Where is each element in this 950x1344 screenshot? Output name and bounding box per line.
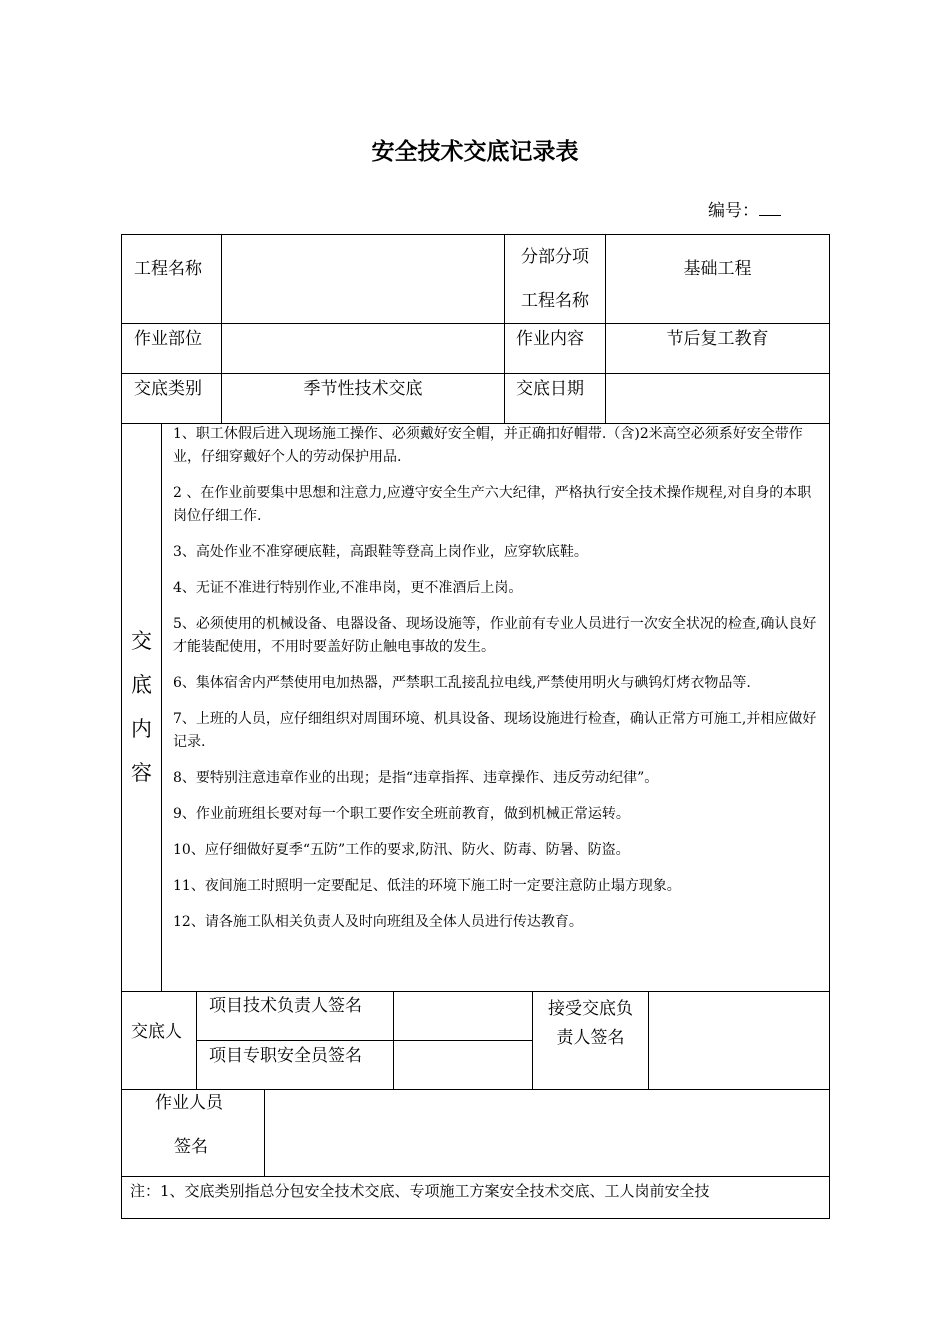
- workers-signature-label-line1: 作业人员: [155, 1093, 223, 1113]
- list-item: 5、必须使用的机械设备、电器设备、现场设施等，作业前有专业人员进行一次安全状况的检查,确认良好才能装配使用，不用时要盖好防止触电事故的发生。: [173, 616, 817, 655]
- list-item: 7、上班的人员，应仔细组织对周围环境、机具设备、现场设施进行检查，确认正常方可施工,并相应做好记录.: [173, 711, 817, 750]
- list-item: 9、作业前班组长要对每一个职工要作安全班前教育，做到机械正常运转。: [173, 806, 630, 822]
- work-location-field[interactable]: [222, 324, 504, 373]
- project-name-field[interactable]: [222, 235, 504, 323]
- tech-lead-signature-field[interactable]: [394, 992, 532, 1040]
- sub-project-value[interactable]: 基础工程: [683, 259, 752, 279]
- briefing-date-field[interactable]: [606, 374, 829, 423]
- list-item: 12、请各施工队相关负责人及时向班组及全体人员进行传达教育。: [173, 914, 583, 930]
- column-divider: [196, 991, 197, 1089]
- column-divider: [161, 423, 162, 991]
- receiver-signature-label-line1: 接受交底负: [548, 999, 633, 1019]
- briefing-content-label-char: 容: [131, 761, 152, 785]
- safety-officer-signature-label: 项目专职安全员签名: [209, 1046, 362, 1066]
- briefing-content-label-char: 交: [131, 629, 152, 653]
- briefing-content-label-char: 内: [131, 717, 152, 741]
- briefing-content-label: [122, 423, 161, 795]
- work-content-label: 作业内容: [516, 329, 584, 349]
- list-item: 10、应仔细做好夏季“五防”工作的要求,防汛、防火、防毒、防暑、防盗。: [173, 842, 630, 858]
- briefing-form: [121, 234, 830, 1219]
- work-location-label: 作业部位: [134, 329, 202, 349]
- document-number-label: 编号：: [708, 201, 759, 221]
- sub-project-label-line2: 工程名称: [521, 291, 589, 311]
- list-item: 3、高处作业不准穿硬底鞋，高跟鞋等登高上岗作业，应穿软底鞋。: [173, 544, 588, 560]
- receiver-signature-label-line2: 责人签名: [556, 1028, 625, 1048]
- sub-project-label-line1: 分部分项: [521, 247, 589, 267]
- receiver-signature-field[interactable]: [649, 992, 829, 1089]
- list-item: 1、职工休假后进入现场施工操作、必须戴好安全帽，并正确扣好帽带.（含)2米高空必须系好安全带作业，仔细穿戴好个人的劳动保护用品.: [173, 426, 803, 465]
- document-number: [708, 196, 781, 221]
- briefing-type-value[interactable]: 季节性技术交底: [303, 379, 423, 399]
- list-item: 4、无证不准进行特别作业,不准串岗，更不准酒后上岗。: [173, 580, 523, 596]
- briefing-content-label-char: 底: [131, 673, 152, 697]
- list-item: 11、夜间施工时照明一定要配足、低洼的环境下施工时一定要注意防止塌方现象。: [173, 878, 681, 894]
- briefing-content-list: [173, 423, 825, 947]
- footnote: 注：1、交底类别指总分包安全技术交底、专项施工方案安全技术交底、工人岗前安全技: [130, 1182, 710, 1200]
- tech-lead-signature-label: 项目技术负责人签名: [209, 996, 362, 1016]
- receiver-signature-label: [533, 995, 648, 1053]
- workers-signature-field[interactable]: [265, 1090, 829, 1176]
- page-title: 安全技术交底记录表: [371, 139, 579, 165]
- safety-officer-signature-field[interactable]: [394, 1041, 532, 1089]
- list-item: 6、集体宿舍内严禁使用电加热器，严禁职工乱接乱拉电线,严禁使用明火与碘钨灯烤衣物品等.: [173, 675, 751, 691]
- column-divider: [504, 235, 505, 423]
- list-item: 8、要特别注意违章作业的出现；是指“违章指挥、违章操作、违反劳动纪律”。: [173, 770, 659, 786]
- briefer-label: 交底人: [131, 1022, 182, 1042]
- project-name-label: 工程名称: [134, 259, 202, 279]
- work-content-value[interactable]: 节后复工教育: [666, 329, 769, 349]
- document-number-field[interactable]: [759, 215, 781, 216]
- list-item: 2 、在作业前要集中思想和注意力,应遵守安全生产六大纪律，严格执行安全技术操作规程,对自身的本职岗位仔细工作.: [173, 485, 812, 524]
- briefing-type-label: 交底类别: [134, 379, 202, 399]
- workers-signature-label-line2: 签名: [174, 1137, 208, 1157]
- briefing-date-label: 交底日期: [516, 379, 584, 399]
